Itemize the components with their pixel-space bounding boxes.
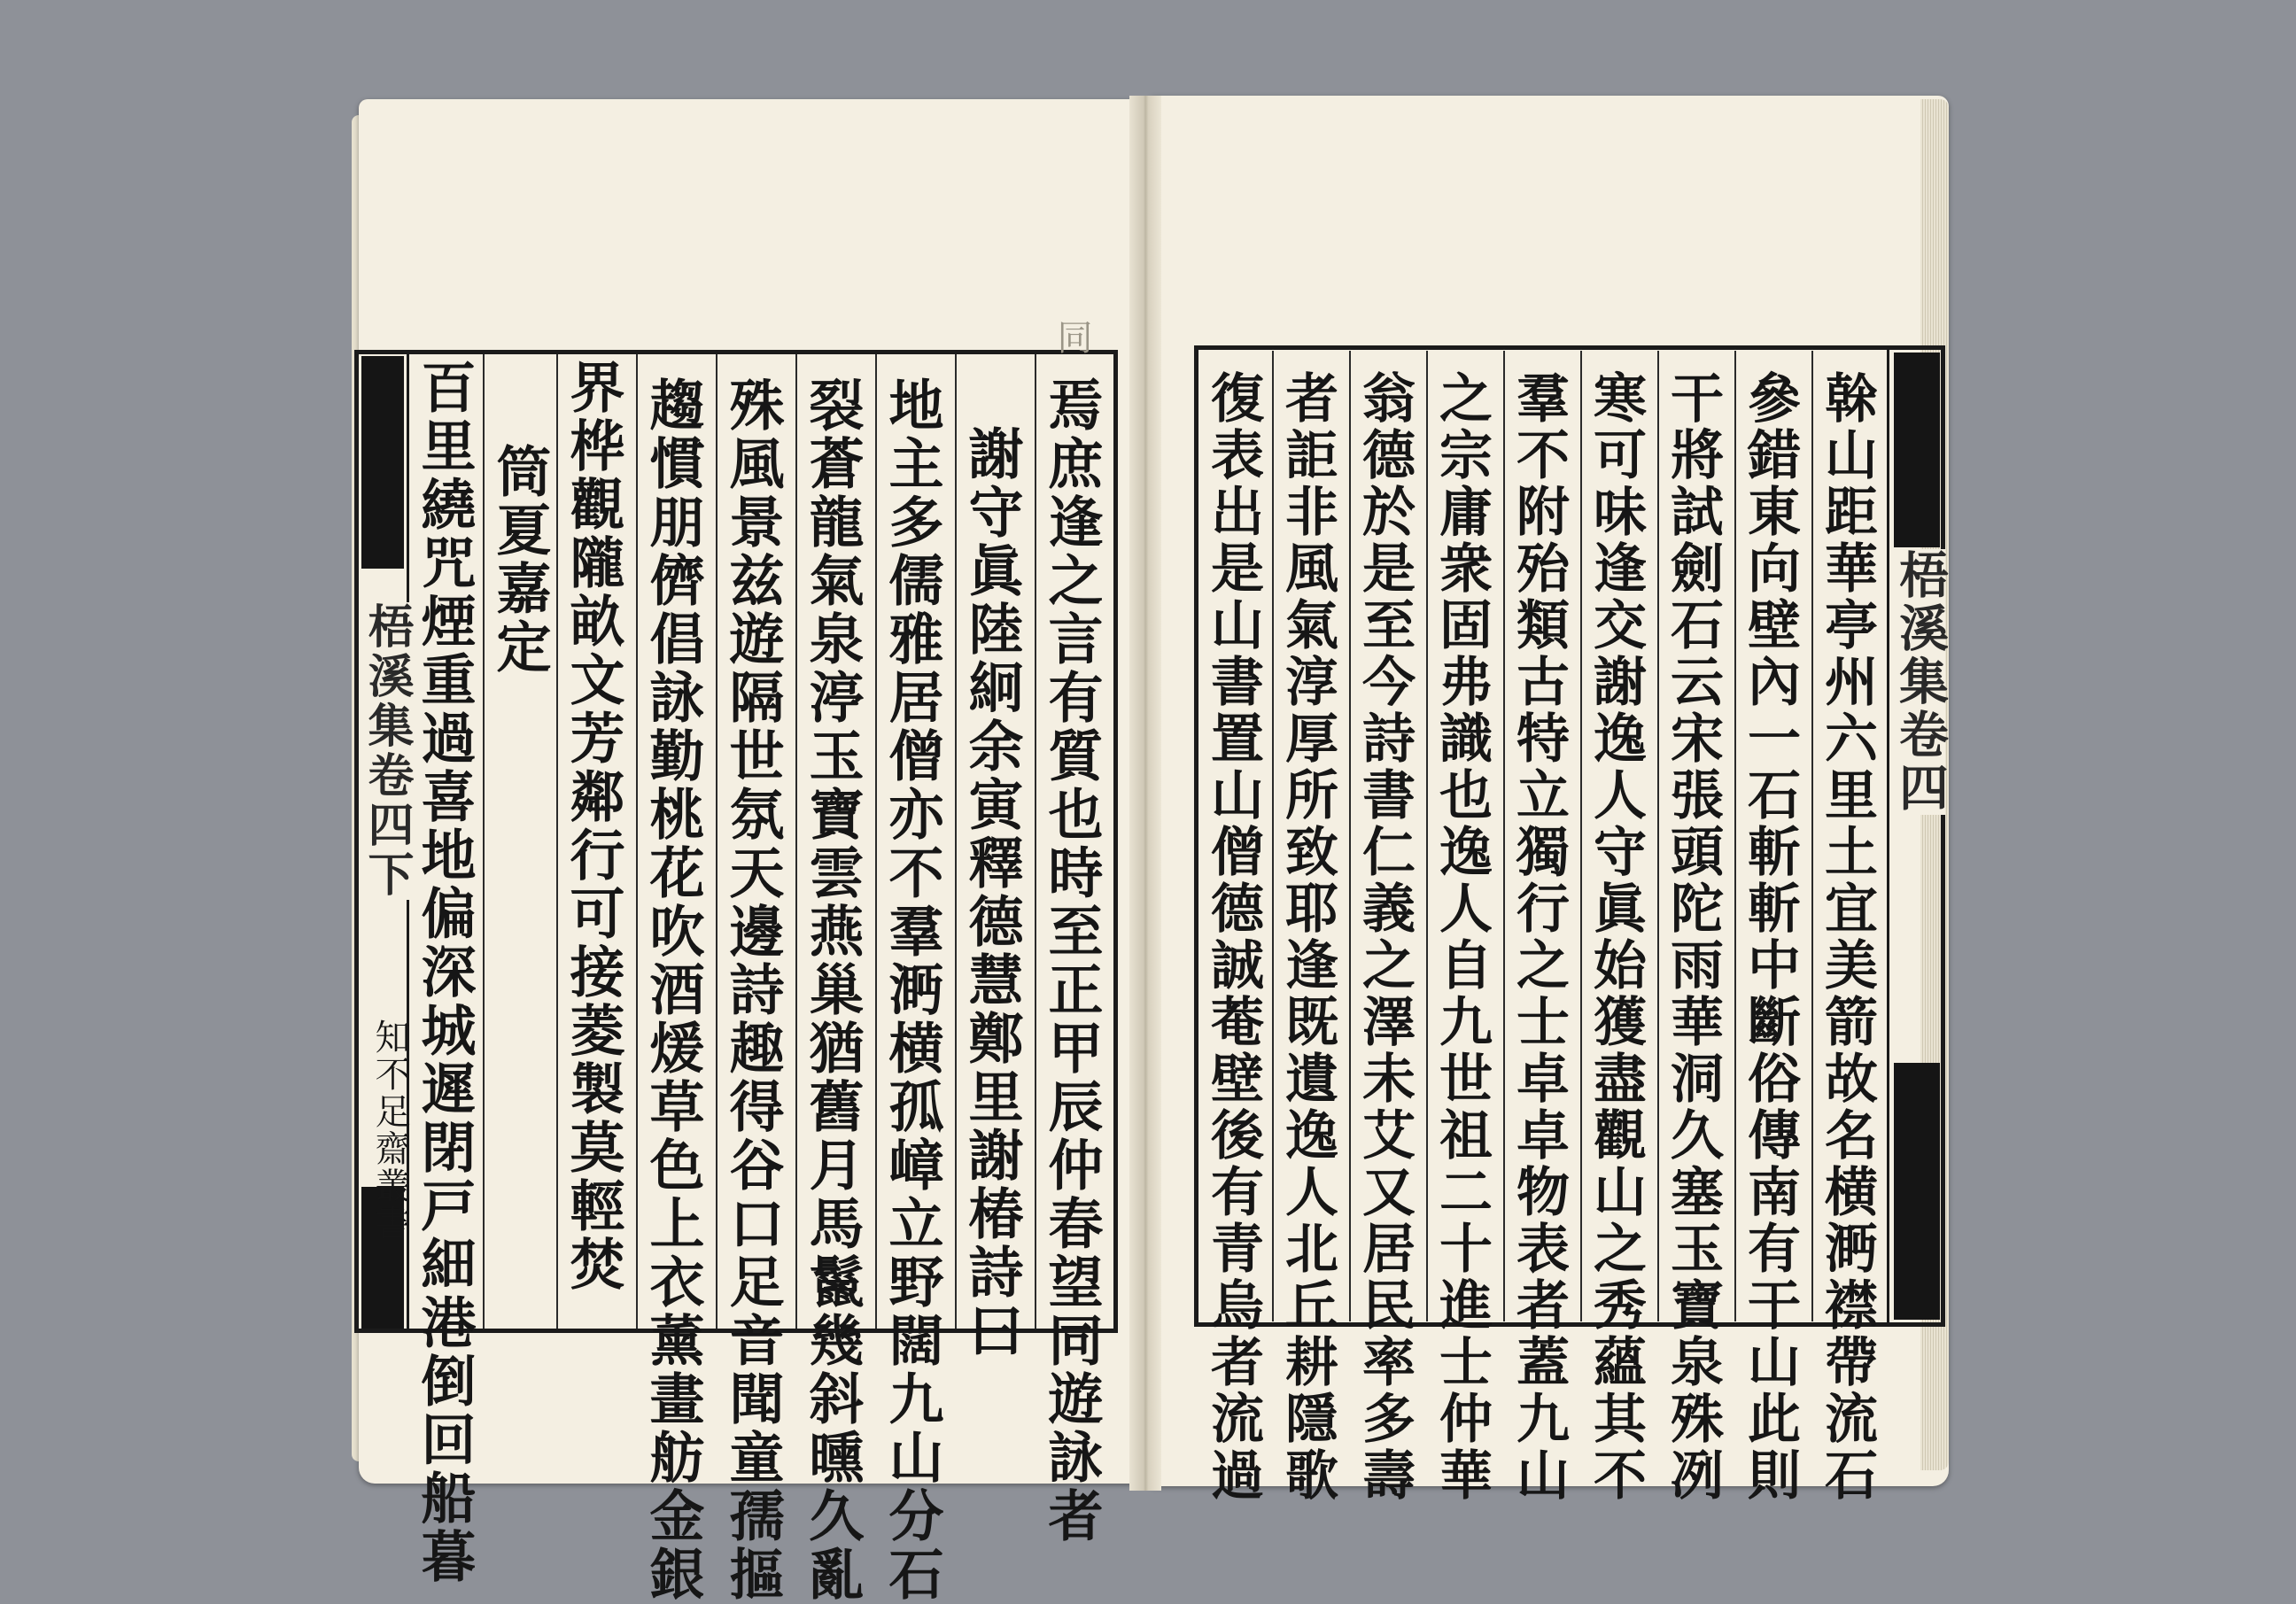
left-text-column-8: 筒夏嘉定 xyxy=(487,443,552,677)
right-fishtail-bottom xyxy=(1894,1063,1940,1320)
right-text-column-6: 之宗庸衆固弗識也逸人自九世祖二十進士仲華 xyxy=(1431,370,1493,1504)
left-banxin-footer: 知不足齋叢書 xyxy=(369,1019,410,1242)
right-text-column-2: 參錯東向壁內一石斬斬中斷俗傳南有干山此則 xyxy=(1739,370,1801,1504)
right-text-column-4: 寒可味逢交謝逸人守眞始獲盡觀山之秀蘊其不 xyxy=(1585,370,1647,1504)
column-rule xyxy=(483,354,485,1329)
right-text-column-9: 復表出是山書置山僧德誠菴壁後有青烏者流過 xyxy=(1202,370,1264,1504)
right-text-column-8: 者詎非風氣淳厚所致耶逢既遺逸人北丘耕隱歌 xyxy=(1276,370,1338,1504)
column-rule xyxy=(1349,351,1351,1321)
right-fishtail-top xyxy=(1894,353,1940,547)
right-text-column-1: 榦山距華亭州六里土宜美箭故名横㴐襟帶流石 xyxy=(1816,370,1878,1504)
left-text-column-1: 焉庶逢之言有質也時至正甲辰仲春望同遊詠者 xyxy=(1039,376,1104,1546)
column-rule xyxy=(1580,351,1582,1321)
left-text-column-5: 殊風景兹遊隔世氛天邊詩趣得谷口足音聞童孺摳 xyxy=(720,376,785,1604)
column-rule xyxy=(1657,351,1659,1321)
left-text-column-2: 謝守眞陸絅余寅釋德慧鄭里謝椿詩曰 xyxy=(959,425,1024,1360)
left-fishtail-top xyxy=(361,356,404,569)
column-rule xyxy=(556,354,558,1329)
column-rule xyxy=(636,354,638,1329)
column-rule xyxy=(875,354,877,1329)
right-text-column-3: 干將試劍石云宋張頭陀雨華洞久塞玉寶泉殊冽 xyxy=(1662,370,1724,1504)
left-text-column-6: 趨慣朋儕倡詠勤桃花吹酒煖草色上衣薰畫舫金銀 xyxy=(640,376,705,1604)
left-margin-note: 同 xyxy=(1051,319,1092,356)
column-rule xyxy=(1503,351,1505,1321)
right-text-column-7: 翁德於是至今詩書仁義之澤未艾又居民率多壽 xyxy=(1354,370,1416,1504)
left-text-column-3: 地主多儒雅居僧亦不羣㴐横孤嶂立野闊九山分石 xyxy=(880,376,944,1604)
column-rule xyxy=(795,354,797,1329)
left-text-column-9: 百里繞咒煙重過喜地偏深城遲閉戸細港倒回船暮 xyxy=(412,359,477,1586)
column-rule xyxy=(1426,351,1428,1321)
left-text-column-4: 裂蒼龍氣泉渟玉寶雲燕巢猶舊月馬鬣幾斜曛久亂 xyxy=(800,376,865,1604)
column-rule xyxy=(955,354,957,1329)
left-banxin-title: 梧溪集卷四下 xyxy=(360,602,414,900)
column-rule xyxy=(1811,351,1813,1321)
book-gutter xyxy=(1129,96,1161,1491)
left-text-column-7: 界桦觀隴畝文芳鄰行可接菱製莫輕焚 xyxy=(561,359,625,1294)
column-rule xyxy=(1734,351,1736,1321)
right-text-column-5: 羣不附殆類古特立獨行之士卓卓物表者蓋九山 xyxy=(1508,370,1570,1504)
column-rule xyxy=(1272,351,1274,1321)
column-rule xyxy=(716,354,718,1329)
right-banxin-title: 梧溪集卷四 xyxy=(1891,549,1950,815)
column-rule xyxy=(1035,354,1036,1329)
